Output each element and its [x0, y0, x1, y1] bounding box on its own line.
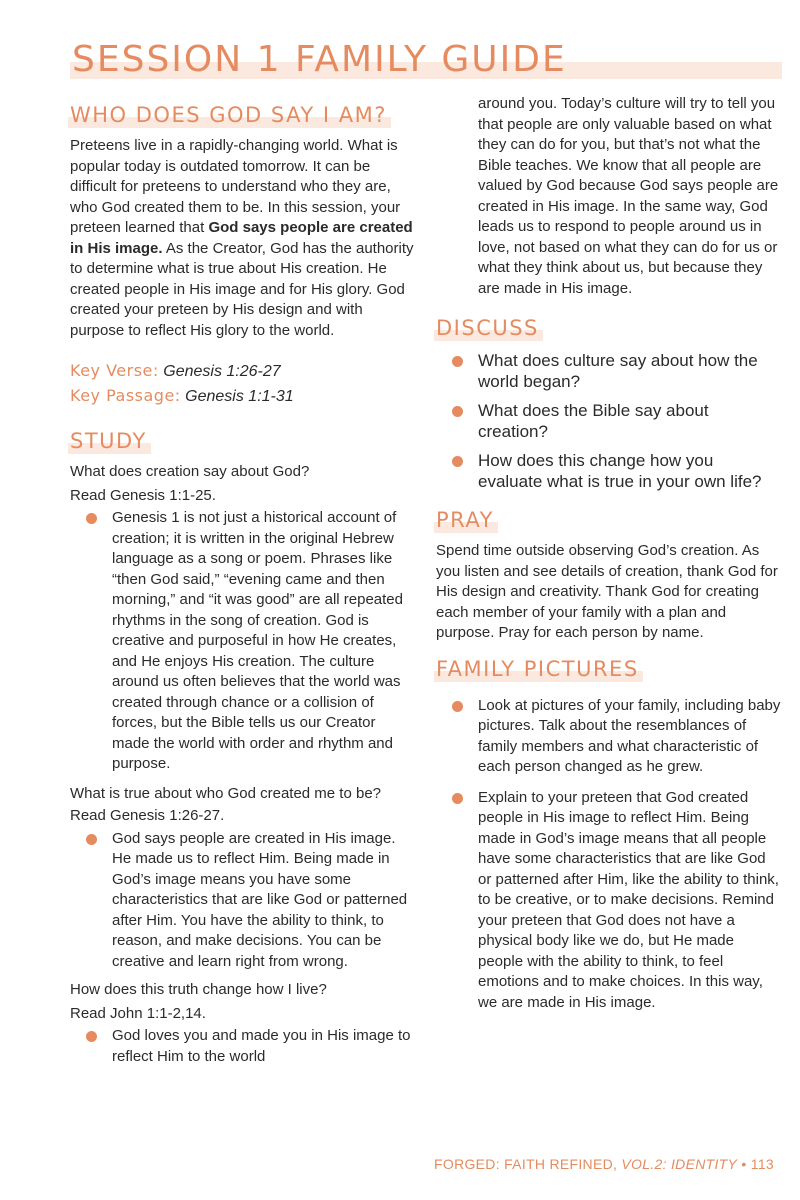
family-pictures-heading: FAMILY PICTURES	[436, 654, 639, 684]
discuss-heading: DISCUSS	[436, 313, 539, 343]
bullet-icon	[86, 513, 97, 524]
study-question-2: What is true about who God created me to be? Read Genesis 1:26-27.	[70, 784, 382, 824]
study-list-3	[70, 1026, 415, 1067]
bullet-icon	[452, 793, 463, 804]
key-verse: Key Verse: Genesis 1:26-27	[70, 361, 281, 380]
pray-heading: PRAY	[436, 505, 494, 535]
footer-separator: •	[741, 1156, 747, 1172]
page-title: SESSION 1 FAMILY GUIDE	[72, 39, 567, 80]
study-heading: STUDY	[70, 426, 147, 456]
study-read-3: Read John 1:1-2,14.	[70, 1004, 206, 1022]
list-item: Explain to your preteen that God created people in His image to reflect Him. Being made in God’s image means that all people have some characteristics that are like God or patterned after Him, like the ability to think, to be creative, or to make decisions. Remind your preteen that God does not have a physical body like we do, but He made people with the ability to think, to feel emotions and to make choices. In this way, we are made in His image.	[452, 788, 782, 1014]
list-item: How does this change how you evaluate what is true in your own life?	[452, 451, 782, 492]
study-question-3: How does this truth change how I live?	[70, 981, 327, 998]
bullet-icon	[452, 406, 463, 417]
page-footer	[434, 1156, 774, 1172]
left-column	[70, 100, 415, 1075]
list-item: God loves you and made you in His image to reflect Him to the world	[86, 1026, 415, 1067]
bullet-icon	[452, 701, 463, 712]
list-item: Look at pictures of your family, including baby pictures. Talk about the resemblances of family members and what characteristic of each person changed as he grew.	[452, 696, 782, 778]
bullet-icon	[86, 1031, 97, 1042]
key-statement: God says people are created in His image.	[70, 219, 413, 257]
study-list-2	[70, 829, 415, 973]
bullet-icon	[86, 834, 97, 845]
study-read-1: Read Genesis 1:1-25.	[70, 486, 216, 504]
who-heading: WHO DOES GOD SAY I AM?	[70, 100, 387, 130]
page-number: 113	[750, 1156, 774, 1172]
bullet-icon	[452, 356, 463, 367]
discuss-list	[436, 351, 782, 492]
bullet-icon	[452, 456, 463, 467]
list-item: What does culture say about how the world began?	[452, 351, 782, 392]
list-item: What does the Bible say about creation?	[452, 401, 782, 442]
right-column	[436, 94, 782, 1021]
list-item: Genesis 1 is not just a historical account of creation; it is written in the original Hebrew language as a song or poem. Phrases like “then God said,” “evening came and then morning,” and “it was good” are all repeated rhythms in the song of creation. God is creative and purposeful in how He creates, and He enjoys His creation. The culture around us often believes that the world was created through chance or a collision of forces, but the Bible tells us our Creator made the world with order and rhythm and purpose.	[86, 508, 415, 775]
study-question-1: What does creation say about God?	[70, 463, 310, 480]
study-bullet-3-continued: around you. Today’s culture will try to tell you that people are only valuable based on what they can do for you, but that’s not what the Bible teaches. We know that all people are valued by God because God says people are created in His image. In the same way, God leads us to respond to people around us in love, not based on what they can do for us or what they think about us, but because they are made in His image.	[478, 95, 779, 297]
footer-volume: VOL.2: IDENTITY	[621, 1156, 738, 1172]
key-passage: Key Passage: Genesis 1:1-31	[70, 386, 294, 405]
list-item: God says people are created in His image. He made us to reflect Him. Being made in God’s image means you have some characteristics that are like God or patterned after Him. You have the ability to think, to reason, and make decisions. You can be creative and learn right from wrong.	[86, 829, 415, 973]
footer-series: FORGED: FAITH REFINED,	[434, 1156, 618, 1172]
family-pictures-list	[436, 696, 782, 1014]
who-body: Preteens live in a rapidly-changing world. What is popular today is outdated tomorrow. It can be difficult for preteens to understand who they are, who God created them to be. In this session, your preteen learned that God says people are created in His image. As the Creator, God has the authority to determine what is true about His creation. He created people in His image and for His glory. God created your preteen by His design and with purpose to reflect His glory to the world.	[70, 137, 414, 339]
pray-body: Spend time outside observing God’s creation. As you listen and see details of creation, thank God for His design and creativity. Thank God for creating each member of your family with a plan and purpose. Pray for each person by name.	[436, 542, 778, 641]
study-list-1	[70, 508, 415, 775]
